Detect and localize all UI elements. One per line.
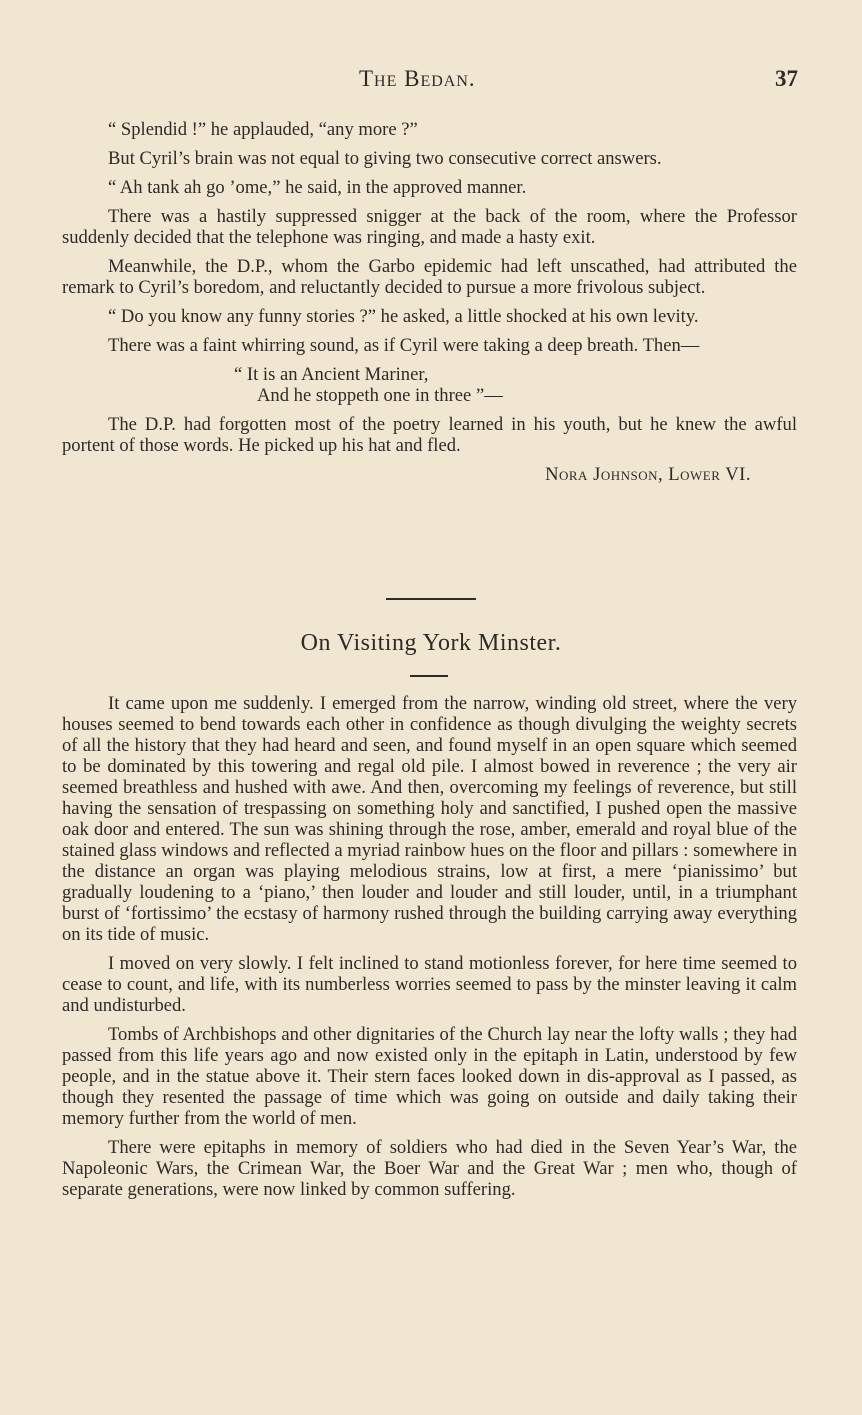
- paragraph: There was a hastily suppressed snigger at the back of the room, where the Professor suddenly decided that the telephone was ringing, and made a hasty exit.: [62, 206, 797, 248]
- title-underline: [410, 675, 448, 677]
- paragraph: It came upon me suddenly. I emerged from the narrow, winding old street, where the very houses seemed to bend towards each other in confidence as though divulging the weighty secrets of all the history that they had heard and seen, and found myself in an open square which seemed to be dominated by this towering and regal old pile. I almost bowed in reverence ; the very air seemed breathless and hushed with awe. And then, overcoming my feelings of reverence, but still having the sensation of trespassing on something holy and sanctified, I pushed open the massive oak door and entered. The sun was shining through the rose, amber, emerald and royal blue of the stained glass windows and reflected a myriad rainbow hues on the floor and pillars : somewhere in the distance an organ was playing melodious strains, low at first, a mere ‘pianissimo’ but gradually loudening to a ‘piano,’ then louder and louder and still louder, until, in a triumphant burst of ‘fortissimo’ the ecstasy of harmony rushed through the building carrying away everything on its tide of music.: [62, 693, 797, 945]
- paragraph: I moved on very slowly. I felt inclined to stand motionless forever, for here time seemed to cease to count, and life, with its numberless worries seemed to pass by the minster leaving it calm and undisturbed.: [62, 953, 797, 1016]
- paragraph: “ Splendid !” he applauded, “any more ?”: [108, 119, 418, 140]
- paragraph: The D.P. had forgotten most of the poetry learned in his youth, but he knew the awful portent of those words. He picked up his hat and fled.: [62, 414, 797, 456]
- page-header: [0, 66, 862, 102]
- article-title: On Visiting York Minster.: [300, 630, 562, 656]
- paragraph: Meanwhile, the D.P., whom the Garbo epidemic had left unscathed, had attributed the remark to Cyril’s boredom, and reluctantly decided to pursue a more frivolous subject.: [62, 256, 797, 298]
- author-signature: Nora Johnson, Lower VI.: [545, 464, 751, 485]
- paragraph: There were epitaphs in memory of soldiers who had died in the Seven Year’s War, the Napoleonic Wars, the Crimean War, the Boer War and the Great War ; men who, though of separate generations, were now linked by common suffering.: [62, 1137, 797, 1200]
- running-title: The Bedan.: [359, 66, 476, 91]
- story-conclusion: [62, 119, 797, 493]
- paragraph: There was a faint whirring sound, as if Cyril were taking a deep breath. Then—: [108, 335, 700, 356]
- paragraph: “ Ah tank ah go ’ome,” he said, in the approved manner.: [108, 177, 527, 198]
- page-number: 37: [775, 66, 798, 91]
- section-divider: [386, 598, 476, 600]
- paragraph: But Cyril’s brain was not equal to giving two consecutive correct answers.: [108, 148, 662, 169]
- verse-line: And he stoppeth one in three ”—: [257, 385, 503, 406]
- verse-quotation: [62, 364, 797, 406]
- paragraph: Tombs of Archbishops and other dignitaries of the Church lay near the lofty walls ; they had passed from this life years ago and now existed only in the epitaph in Latin, understood by few people, and in the statue above it. Their stern faces looked down in dis-approval as I passed, as though they resented the passage of time which was going on outside and daily taking their memory further from the world of men.: [62, 1024, 797, 1129]
- verse-line: “ It is an Ancient Mariner,: [234, 364, 429, 385]
- paragraph: “ Do you know any funny stories ?” he asked, a little shocked at his own levity.: [108, 306, 699, 327]
- article-body: [62, 693, 797, 1208]
